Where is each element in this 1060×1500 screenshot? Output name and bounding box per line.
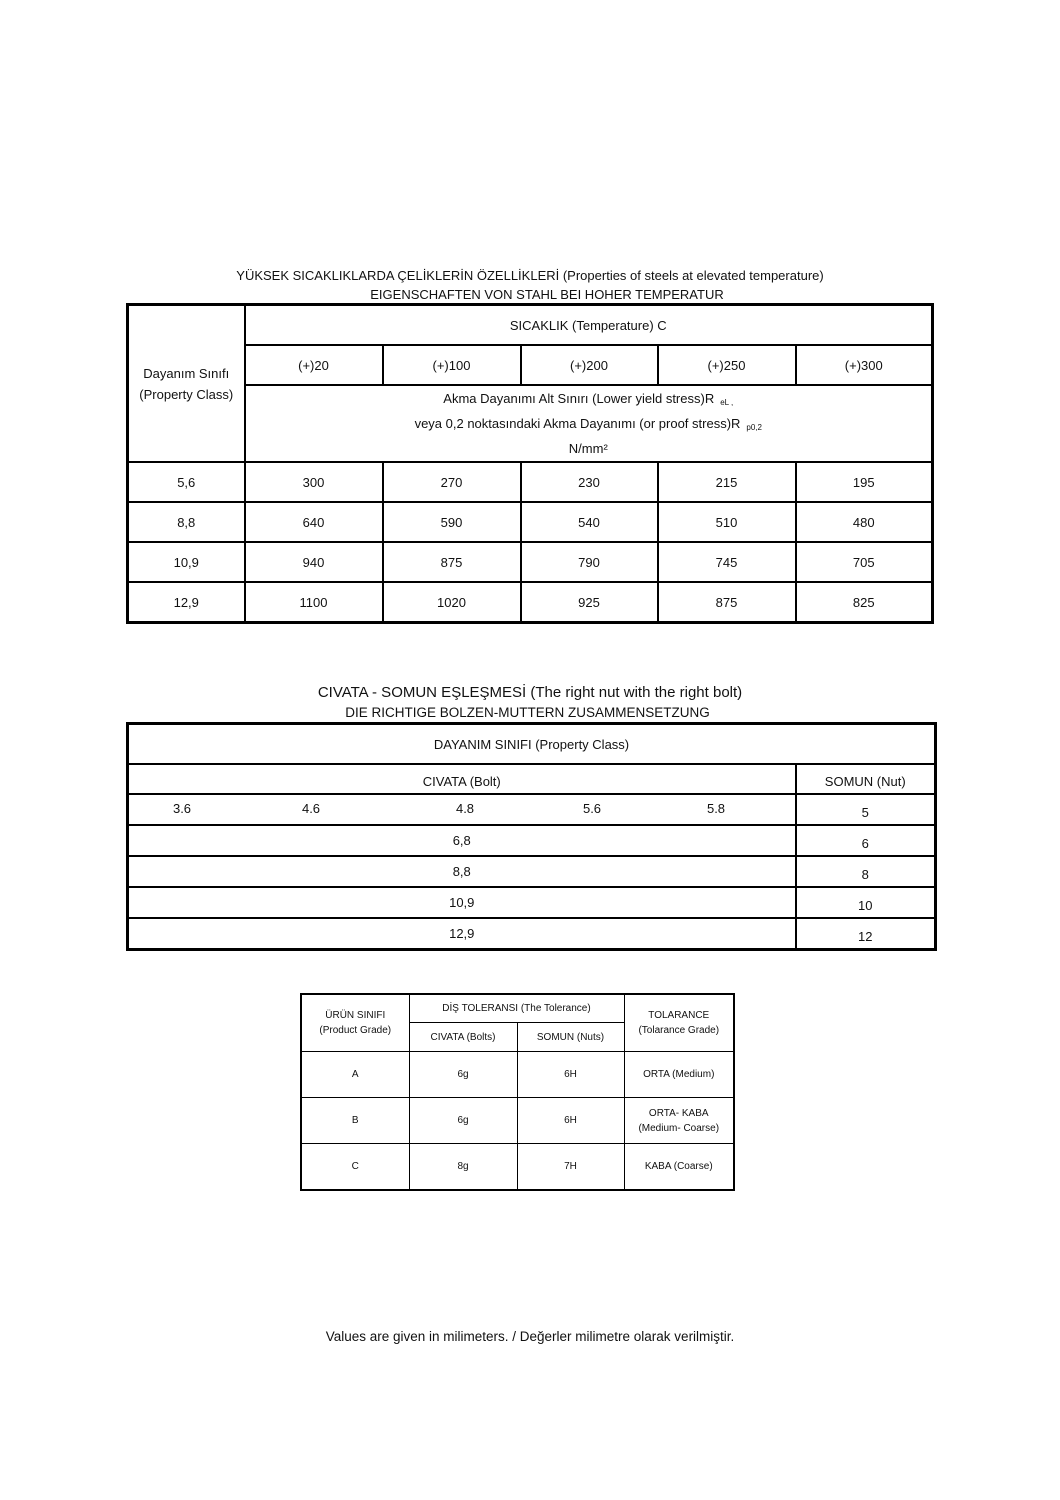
- table-row: [128, 462, 933, 502]
- property-class-header-tr: Dayanım Sınıfı: [143, 365, 230, 381]
- table-row: [128, 856, 936, 887]
- nut-tolerance-cell: 6H: [517, 1098, 624, 1144]
- bolt-tolerance-cell: 6g: [409, 1052, 517, 1098]
- temperature-cell: (+)20: [245, 345, 383, 385]
- nut-header: SOMUN (Nut): [796, 764, 936, 794]
- bolt-class: 4.6: [301, 801, 321, 816]
- value-cell: 230: [521, 462, 658, 502]
- bolts-header: CIVATA (Bolts): [409, 1023, 517, 1052]
- yield-unit: N/mm²: [568, 441, 608, 456]
- bolt-header: CIVATA (Bolt): [128, 764, 796, 794]
- value-cell: 875: [383, 542, 521, 582]
- property-class-cell: 12,9: [128, 582, 245, 623]
- property-class-cell: 5,6: [128, 462, 245, 502]
- value-cell: 745: [658, 542, 796, 582]
- bolt-class: 4.8: [455, 801, 475, 816]
- temperature-cell: (+)100: [383, 345, 521, 385]
- tolerance-grade-cell: [624, 1098, 734, 1144]
- property-class-cell: 8,8: [128, 502, 245, 542]
- tolerance-grade-header: [624, 994, 734, 1052]
- tolerance-grade-text-2: (Medium- Coarse): [638, 1122, 720, 1134]
- nut-tolerance-cell: 7H: [517, 1144, 624, 1191]
- value-cell: 510: [658, 502, 796, 542]
- value-cell: 270: [383, 462, 521, 502]
- yield-stress-header: [245, 385, 933, 462]
- property-class-header-en: (Property Class): [139, 386, 234, 402]
- bolt-class: 10,9: [128, 887, 796, 918]
- nut-tolerance-cell: 6H: [517, 1052, 624, 1098]
- tolerance-grade-text: ORTA (Medium): [643, 1069, 715, 1080]
- property-class-cell: 10,9: [128, 542, 245, 582]
- product-grade-cell: C: [301, 1144, 409, 1191]
- thread-tolerance-header: DİŞ TOLERANSI (The Tolerance): [409, 994, 624, 1023]
- value-cell: 300: [245, 462, 383, 502]
- bolt-classes-cell: [128, 794, 796, 825]
- bolt-tolerance-cell: 6g: [409, 1098, 517, 1144]
- table-row: [301, 1052, 734, 1098]
- value-cell: 790: [521, 542, 658, 582]
- yield-subscript-1: eL ,: [720, 398, 734, 407]
- table-row: [128, 887, 936, 918]
- tolerance-grade-text: KABA (Coarse): [644, 1161, 713, 1172]
- tolerance-grade-header-en: (Tolarance Grade): [638, 1025, 720, 1036]
- steel-properties-title: YÜKSEK SICAKLIKLARDA ÇELİKLERİN ÖZELLİKLERİ (Properties of steels at elevated temperature): [236, 268, 824, 283]
- value-cell: 215: [658, 462, 796, 502]
- table-row: [128, 918, 936, 950]
- product-grade-cell: B: [301, 1098, 409, 1144]
- yield-subscript-2: p0,2: [746, 423, 762, 432]
- value-cell: 195: [796, 462, 933, 502]
- tolerance-grade-cell: [624, 1052, 734, 1098]
- table-row: [128, 542, 933, 582]
- value-cell: 875: [658, 582, 796, 623]
- value-cell: 925: [521, 582, 658, 623]
- bolt-tolerance-cell: 8g: [409, 1144, 517, 1191]
- value-cell: 540: [521, 502, 658, 542]
- bolt-class: 12,9: [128, 918, 796, 950]
- value-cell: 640: [245, 502, 383, 542]
- temperature-cell: (+)300: [796, 345, 933, 385]
- table-row: [128, 582, 933, 623]
- value-cell: 825: [796, 582, 933, 623]
- nut-class: 5: [796, 794, 936, 825]
- nut-class: 12: [796, 918, 936, 950]
- product-grade-header-en: (Product Grade): [319, 1025, 392, 1036]
- value-cell: 480: [796, 502, 933, 542]
- nut-class: 8: [796, 856, 936, 887]
- nuts-header: SOMUN (Nuts): [517, 1023, 624, 1052]
- yield-line-1: Akma Dayanımı Alt Sınırı (Lower yield stress)R: [443, 391, 715, 406]
- temperature-cell: (+)200: [521, 345, 658, 385]
- temperature-cell: (+)250: [658, 345, 796, 385]
- table-row: [128, 825, 936, 856]
- temperature-header: SICAKLIK (Temperature) C: [245, 305, 933, 346]
- table-row: [128, 794, 936, 825]
- tolerance-grade-text: ORTA- KABA: [648, 1107, 709, 1119]
- property-class-header: [128, 305, 245, 463]
- bolt-class: 8,8: [128, 856, 796, 887]
- tolerance-grade-header-tr: TOLARANCE: [648, 1010, 710, 1021]
- value-cell: 1020: [383, 582, 521, 623]
- value-cell: 1100: [245, 582, 383, 623]
- bolt-class: 5.6: [582, 801, 602, 816]
- steel-properties-subtitle: EIGENSCHAFTEN VON STAHL BEI HOHER TEMPERATUR: [370, 287, 724, 302]
- product-grade-cell: A: [301, 1052, 409, 1098]
- steel-properties-table: [126, 303, 934, 624]
- yield-line-2: veya 0,2 noktasındaki Akma Dayanımı (or proof stress)R: [414, 416, 741, 431]
- nut-class: 10: [796, 887, 936, 918]
- bolt-class: 5.8: [706, 801, 726, 816]
- bolt-nut-table: [126, 722, 937, 951]
- product-grade-header: [301, 994, 409, 1052]
- bolt-class: 6,8: [128, 825, 796, 856]
- thread-tolerance-table: [300, 993, 735, 1191]
- value-cell: 940: [245, 542, 383, 582]
- bolt-class: 3.6: [172, 801, 192, 816]
- property-class-caption: DAYANIM SINIFI (Property Class): [128, 724, 936, 765]
- value-cell: 705: [796, 542, 933, 582]
- product-grade-header-tr: ÜRÜN SINIFI: [325, 1010, 386, 1021]
- value-cell: 590: [383, 502, 521, 542]
- table-row: [301, 1098, 734, 1144]
- bolt-nut-title: CIVATA - SOMUN EŞLEŞMESİ (The right nut with the right bolt): [317, 684, 743, 701]
- table-row: [128, 502, 933, 542]
- nut-class: 6: [796, 825, 936, 856]
- bolt-nut-subtitle: DIE RICHTIGE BOLZEN-MUTTERN ZUSAMMENSETZUNG: [345, 705, 710, 720]
- units-footnote: Values are given in milimeters. / Değerler milimetre olarak verilmiştir.: [325, 1329, 735, 1344]
- tolerance-grade-cell: [624, 1144, 734, 1191]
- table-row: [301, 1144, 734, 1191]
